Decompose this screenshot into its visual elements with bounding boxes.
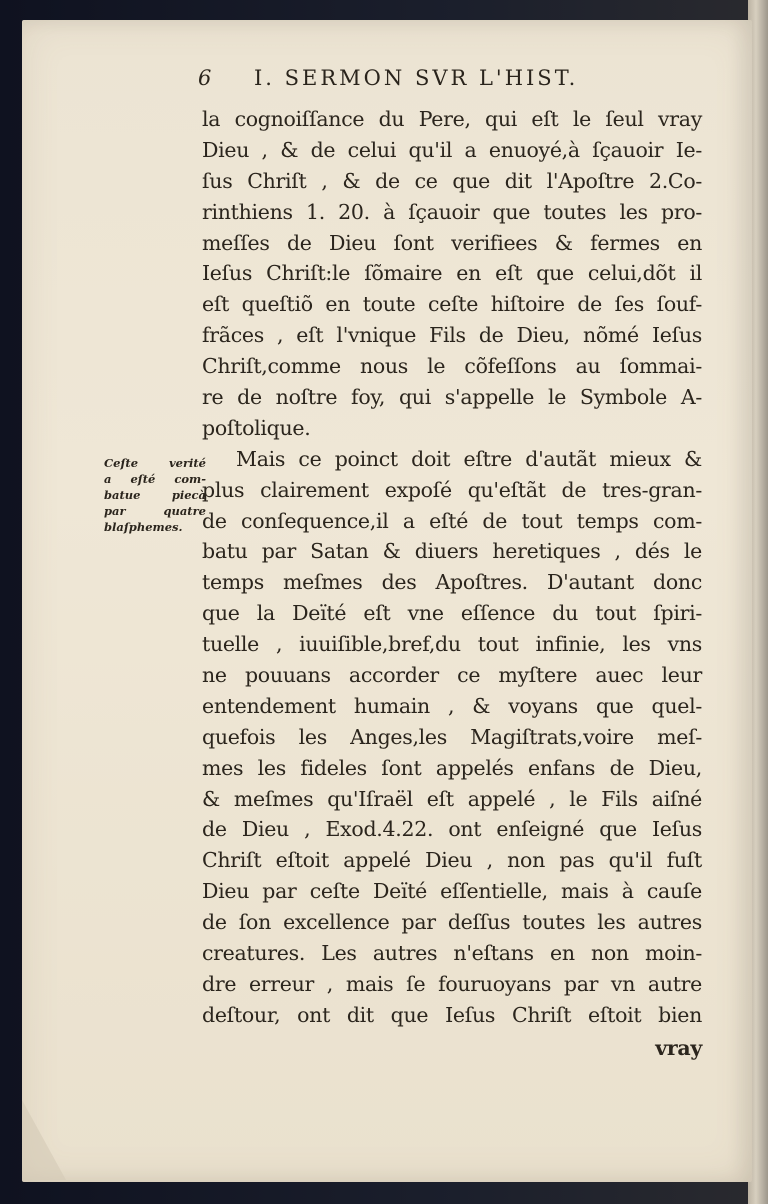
text-line: & meſmes qu'Iſraël eſt appelé , le Fils aiſné — [202, 786, 702, 811]
text-line: creatures. Les autres n'eſtans en non moin- — [202, 941, 702, 966]
text-line: poſtolique. — [202, 415, 311, 440]
text-line: Dieu , & de celui qu'il a enuoyé,à ſçauoir Ie- — [202, 137, 702, 162]
running-head — [198, 66, 578, 90]
text-line: plus clairement expoſé qu'eſtãt de tres-gran- — [202, 477, 702, 502]
text-line: tuelle , iuuiſible,bref,du tout infinie, les vns — [202, 632, 702, 657]
marginal-note-line: Ceſte verité — [104, 456, 206, 470]
text-line: que la Deïté eſt vne eſſence du tout ſpiri- — [202, 601, 702, 626]
marginal-note-line: batue piecà — [104, 488, 206, 502]
text-line: la cognoiſſance du Pere, qui eſt le ſeul vray — [202, 107, 702, 131]
text-line: Chriſt,comme nous le cõfeſſons au ſommai- — [202, 354, 702, 379]
text-line: Dieu par ceſte Deïté eſſentielle, mais à cauſe — [202, 879, 702, 904]
text-line: eſt queſtiõ en toute ceſte hiſtoire de ſes ſouf- — [202, 292, 702, 317]
text-line: re de noſtre foy, qui s'appelle le Symbole A- — [202, 385, 702, 410]
text-line: temps meſmes des Apoſtres. D'autant donc — [202, 570, 702, 595]
text-line: meſſes de Dieu ſont verifiees & fermes en — [202, 230, 702, 255]
marginal-note-line: a eſté com- — [104, 472, 206, 486]
running-title: I. SERMON SVR L'HIST. — [254, 66, 579, 90]
text-line: quefois les Anges,les Magiſtrats,voire meſ- — [202, 724, 702, 749]
text-line: frãces , eſt l'vnique Fils de Dieu, nõmé Ieſus — [202, 323, 702, 348]
text-line: ſus Chriſt , & de ce que dit l'Apoſtre 2.Co- — [202, 168, 702, 193]
text-line: de ſon excellence par deſſus toutes les autres — [202, 910, 702, 935]
paragraph-first-line: Mais ce poinct doit eſtre d'autãt mieux & — [236, 446, 702, 471]
body-text — [202, 104, 702, 1064]
text-line: ne pouuans accorder ce myſtere auec leur — [202, 663, 702, 688]
text-line: batu par Satan & diuers heretiques , dés le — [202, 539, 702, 564]
text-line: dre erreur , mais ſe fouruoyans par vn autre — [202, 971, 702, 996]
text-line: rinthiens 1. 20. à ſçauoir que toutes les pro- — [202, 199, 702, 224]
text-line: mes les fideles ſont appelés enfans de Dieu, — [202, 755, 702, 780]
text-line: Ieſus Chriſt:le ſõmaire en eſt que celui,dõt il — [202, 261, 702, 286]
text-line: entendement humain , & voyans que quel- — [202, 693, 702, 718]
marginal-note-line: par quatre — [104, 504, 206, 518]
text-line: de Dieu , Exod.4.22. ont enſeigné que Ieſus — [202, 817, 702, 842]
page-corner-fold — [22, 1100, 66, 1180]
page-number: 6 — [198, 66, 212, 90]
text-line: Chriſt eſtoit appelé Dieu , non pas qu'il fuſt — [202, 848, 702, 873]
text-line: de conſequence,il a eſté de tout temps com- — [202, 508, 702, 533]
marginal-note — [104, 455, 206, 535]
marginal-note-line: blaſphemes. — [104, 520, 183, 534]
catchword: vray — [655, 1035, 702, 1060]
text-line: deſtour, ont dit que Ieſus Chriſt eſtoit bien — [202, 1002, 702, 1027]
